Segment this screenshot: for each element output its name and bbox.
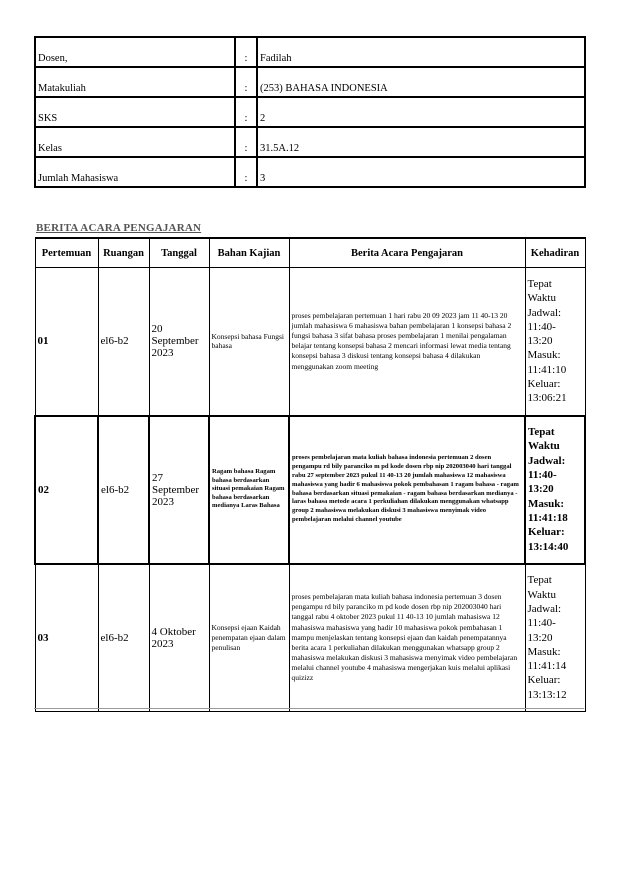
info-separator: : bbox=[235, 67, 257, 97]
cell-berita-acara: proses pembelajaran mata kuliah bahasa indonesia pertemuan 2 dosen pengampu rd bily paranciko m pd kode dosen rbp nip 202003040 hari tanggal rabu 27 september 2023 pukul 11 40-13 20 jumlah mahasiswa 12 mahasiswa mahasiswa yang hadir 6 mahasiswa pokok pembahasan 1 ragam bahasa - ragam bahasa berdasarkan situasi pemakaian - ragam bahasa berdasarkan medianya - laras bahasa metode acara 1 perkuliahan dilakukan menggunakan whatsapp group 2 mahasiswa melakukan diskusi 3 mahasiswa menyimak video pembelajaran melalui channel youtube bbox=[289, 416, 525, 564]
table-row bbox=[35, 416, 585, 564]
info-label: Jumlah Mahasiswa bbox=[35, 157, 235, 187]
info-separator: : bbox=[235, 157, 257, 187]
table-row bbox=[35, 564, 585, 712]
attendance-line: 11:41:10 bbox=[527, 363, 567, 376]
attendance-line: 11:40- bbox=[527, 320, 556, 333]
attendance-line: Keluar: bbox=[527, 377, 561, 390]
info-row-jumlah-mahasiswa bbox=[35, 157, 585, 187]
cell-ruangan: el6-b2 bbox=[98, 564, 149, 712]
info-label: Dosen, bbox=[35, 37, 235, 67]
info-value: (253) BAHASA INDONESIA bbox=[257, 67, 585, 97]
attendance-line: 13:20 bbox=[527, 631, 553, 644]
info-label: Matakuliah bbox=[35, 67, 235, 97]
cell-kehadiran bbox=[525, 564, 585, 712]
cell-berita-acara: proses pembelajaran mata kuliah bahasa indonesia pertemuan 3 dosen pengampu rd bily paranciko m pd kode dosen rbp nip 202003040 hari tanggal rabu 4 oktober 2023 pukul 11 40-13 10 jumlah mahasiswa 12 mahasiswa mahasiswa yang hadir 10 mahasiswa pokok pembahasan 1 mampu menjelaskan tentang konsepsi ejaan dan kaidah penempatannya berita acara 1 perkuliahan dilakukan menggunakan whatsapp group 2 mahasiswa melakukan diskusi 3 mahasiswa menyimak video pembelajaran melalui channel youtube 4 mahasiswa mengerjakan kuis melalui aplikasi quizizz bbox=[289, 564, 525, 712]
table-row bbox=[35, 268, 585, 416]
attendance-line: Keluar: bbox=[528, 526, 565, 539]
cell-kehadiran bbox=[525, 268, 585, 416]
attendance-line: 11:40- bbox=[528, 469, 557, 482]
cell-tanggal: 20 September 2023 bbox=[149, 268, 209, 416]
cell-pertemuan: 03 bbox=[35, 564, 98, 712]
attendance-line: Jadwal: bbox=[527, 603, 562, 615]
attendance-line: 11:40- bbox=[527, 617, 556, 630]
header-bahan-kajian: Bahan Kajian bbox=[209, 238, 289, 268]
info-row-kelas bbox=[35, 127, 585, 157]
attendance-line: Masuk: bbox=[527, 349, 561, 362]
cell-pertemuan: 01 bbox=[35, 268, 98, 416]
table-continuation-divider bbox=[34, 708, 584, 709]
header-berita-acara: Berita Acara Pengajaran bbox=[289, 238, 525, 268]
attendance-line: 13:13:12 bbox=[527, 688, 567, 701]
attendance-line: Masuk: bbox=[527, 645, 561, 658]
info-row-matakuliah bbox=[35, 67, 585, 97]
cell-tanggal: 27 September 2023 bbox=[149, 416, 209, 564]
attendance-line: Tepat bbox=[527, 574, 552, 587]
attendance-line: Waktu bbox=[527, 588, 556, 601]
header-tanggal: Tanggal bbox=[149, 238, 209, 268]
info-row-sks bbox=[35, 97, 585, 127]
attendance-line: Jadwal: bbox=[528, 454, 566, 467]
info-value: 31.5A.12 bbox=[257, 127, 585, 157]
info-value: 3 bbox=[257, 157, 585, 187]
attendance-line: Waktu bbox=[527, 292, 556, 305]
course-info-table bbox=[34, 36, 586, 188]
info-separator: : bbox=[235, 37, 257, 67]
table-header-row bbox=[35, 238, 585, 268]
cell-berita-acara: proses pembelajaran pertemuan 1 hari rabu 20 09 2023 jam 11 40-13 20 jumlah mahasiswa 6 mahasiswa bahan pembelajaran 1 konsepsi bahasa 2 fungsi bahasa 3 sifat bahasa proses pembelajaran 1 menilai pengalaman belajar tentang konsepsi bahasa 2 mencari informasi lewat media tentang konsepsi bahasa 3 diskusi tentang konsepsi bahasa 4 dilakukan menggunakan zoom meeting bbox=[289, 268, 525, 416]
info-label: Kelas bbox=[35, 127, 235, 157]
cell-kehadiran bbox=[525, 416, 585, 564]
info-value: 2 bbox=[257, 97, 585, 127]
info-separator: : bbox=[235, 127, 257, 157]
header-kehadiran: Kehadiran bbox=[525, 238, 585, 268]
cell-ruangan: el6-b2 bbox=[98, 268, 149, 416]
cell-bahan-kajian: Konsepsi bahasa Fungsi bahasa bbox=[209, 268, 289, 416]
cell-bahan-kajian: Ragam bahasa Ragam bahasa berdasarkan situasi pemakaian Ragam bahasa berdasarkan medianya Laras Bahasa bbox=[209, 416, 289, 564]
attendance-line: Jadwal: bbox=[527, 306, 562, 319]
attendance-line: 11:41:14 bbox=[527, 660, 567, 673]
attendance-line: 13:20 bbox=[528, 483, 554, 496]
attendance-line: 13:20 bbox=[527, 335, 553, 348]
info-separator: : bbox=[235, 97, 257, 127]
attendance-line: Tepat bbox=[527, 277, 552, 290]
info-row-dosen bbox=[35, 37, 585, 67]
section-title: BERITA ACARA PENGAJARAN bbox=[36, 222, 202, 234]
cell-ruangan: el6-b2 bbox=[98, 416, 149, 564]
cell-tanggal: 4 Oktober 2023 bbox=[149, 564, 209, 712]
info-label: SKS bbox=[35, 97, 235, 127]
attendance-line: 13:06:21 bbox=[527, 392, 567, 405]
attendance-line: 13:14:40 bbox=[528, 540, 569, 553]
attendance-line: Waktu bbox=[528, 440, 560, 453]
attendance-line: Tepat bbox=[528, 426, 555, 439]
attendance-line: 11:41:18 bbox=[528, 511, 568, 524]
header-pertemuan: Pertemuan bbox=[35, 238, 98, 268]
cell-pertemuan: 02 bbox=[35, 416, 98, 564]
info-value: Fadilah bbox=[257, 37, 585, 67]
attendance-line: Masuk: bbox=[528, 497, 565, 510]
cell-bahan-kajian: Konsepsi ejaan Kaidah penempatan ejaan dalam penulisan bbox=[209, 564, 289, 712]
header-ruangan: Ruangan bbox=[98, 238, 149, 268]
teaching-record-table bbox=[34, 237, 586, 712]
attendance-line: Keluar: bbox=[527, 674, 561, 687]
